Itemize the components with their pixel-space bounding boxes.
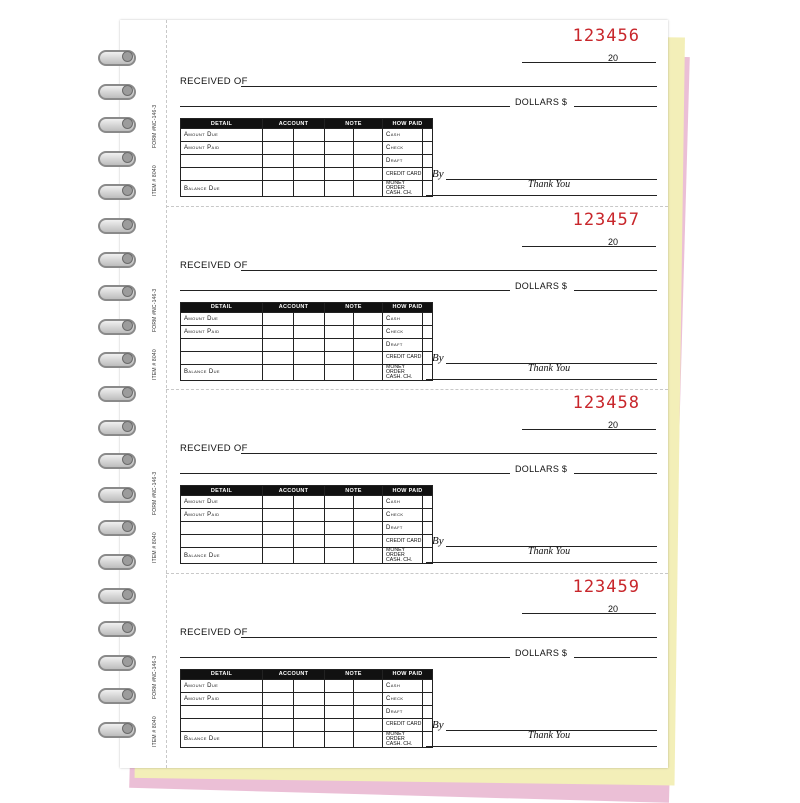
form-code-label: FORM #NC-146-3 — [152, 471, 158, 515]
cell[interactable] — [354, 181, 383, 197]
thank-you-text: Thank You — [528, 179, 571, 190]
spiral-coil — [98, 688, 136, 702]
cell[interactable] — [325, 548, 354, 564]
punch-hole — [122, 488, 133, 499]
cash-label: Cash — [383, 496, 423, 509]
spiral-coil — [98, 184, 136, 198]
cell[interactable] — [354, 364, 383, 380]
how-paid-header: HOW PAID — [383, 486, 433, 496]
cell[interactable] — [354, 155, 383, 168]
year-prefix: 20 — [608, 236, 619, 247]
cell[interactable] — [294, 522, 325, 535]
punch-hole — [122, 656, 133, 667]
cell[interactable] — [263, 142, 294, 155]
dollars-field[interactable] — [574, 473, 657, 474]
draft-label: Draft — [383, 522, 423, 535]
receipt — [152, 571, 668, 755]
received-of-label: RECEIVED OF — [180, 626, 248, 638]
money-order-text: MONEY ORDER — [386, 180, 405, 191]
cell[interactable] — [263, 129, 294, 142]
received-of-label: RECEIVED OF — [180, 443, 248, 454]
spiral-coil — [98, 285, 136, 299]
spiral-coil — [98, 218, 136, 232]
cash-ch-text: CASH. CH. — [386, 740, 413, 747]
spiral-coil — [98, 319, 136, 333]
payment-table — [180, 669, 433, 748]
receipt — [152, 20, 668, 204]
note-header: NOTE — [325, 486, 383, 496]
amount-due-label: Amount Due — [181, 312, 263, 325]
how-paid-header: HOW PAID — [383, 119, 433, 129]
perforation-line — [166, 206, 668, 207]
cash-label: Cash — [383, 129, 423, 142]
spiral-coil — [98, 151, 136, 165]
how-paid-header: HOW PAID — [383, 669, 433, 679]
amount-words-field[interactable] — [180, 290, 510, 291]
spiral-coil — [98, 84, 136, 98]
amount-paid-label: Amount Paid — [181, 692, 263, 705]
cell[interactable] — [263, 679, 294, 692]
year-prefix: 20 — [608, 53, 619, 63]
received-of-label: RECEIVED OF — [180, 259, 248, 271]
check-label: Check — [383, 325, 423, 338]
balance-due-label: Balance Due — [181, 548, 263, 564]
how-paid-header: HOW PAID — [383, 302, 433, 312]
amount-paid-label: Amount Paid — [181, 142, 263, 155]
cell[interactable] — [354, 718, 383, 731]
item-code-label: ITEM # 8040 — [152, 165, 158, 196]
spiral-coil — [98, 386, 136, 400]
amount-due-label: Amount Due — [181, 129, 263, 142]
cell[interactable] — [325, 522, 354, 535]
cell[interactable] — [263, 509, 294, 522]
perforation-line — [166, 389, 668, 390]
cell[interactable] — [263, 692, 294, 705]
amount-words-field[interactable] — [180, 657, 510, 658]
spiral-coil — [98, 50, 136, 64]
cell[interactable] — [325, 679, 354, 692]
amount-due-label: Amount Due — [181, 496, 263, 509]
money-order-text: MONEY ORDER — [386, 363, 405, 375]
cell[interactable] — [263, 496, 294, 509]
cell[interactable] — [354, 129, 383, 142]
account-header: ACCOUNT — [263, 486, 325, 496]
cell[interactable] — [354, 705, 383, 718]
receipt-number: 123457 — [572, 209, 640, 230]
cash-ch-text: CASH. CH. — [386, 557, 413, 563]
dollars-label: DOLLARS $ — [515, 97, 568, 107]
year-line[interactable] — [622, 429, 656, 430]
cell[interactable] — [325, 168, 354, 181]
cell[interactable] — [325, 312, 354, 325]
cell[interactable] — [181, 522, 263, 535]
account-header: ACCOUNT — [263, 302, 325, 312]
cell[interactable] — [263, 535, 294, 548]
note-header: NOTE — [325, 119, 383, 129]
money-order-text: MONEY ORDER — [386, 730, 405, 742]
note-header: NOTE — [325, 669, 383, 679]
cell[interactable] — [354, 522, 383, 535]
punch-hole — [122, 723, 133, 734]
balance-due-label: Balance Due — [181, 181, 263, 197]
detail-header: DETAIL — [181, 302, 263, 312]
cell[interactable] — [294, 692, 325, 705]
payment-table — [180, 485, 433, 564]
cell[interactable] — [354, 142, 383, 155]
punch-hole — [122, 589, 133, 600]
balance-due-label: Balance Due — [181, 731, 263, 747]
cell[interactable] — [263, 718, 294, 731]
cell[interactable] — [354, 535, 383, 548]
cell[interactable] — [181, 718, 263, 731]
punch-hole — [122, 85, 133, 96]
cell[interactable] — [294, 181, 325, 197]
cell[interactable] — [294, 705, 325, 718]
item-code-label: ITEM # 8040 — [152, 348, 158, 380]
credit-card-label: CREDIT CARD — [383, 718, 423, 731]
by-label: By — [432, 168, 444, 180]
amount-paid-label: Amount Paid — [181, 509, 263, 522]
draft-label: Draft — [383, 155, 423, 168]
receipt-number: 123458 — [572, 393, 640, 413]
dollars-field[interactable] — [574, 290, 657, 291]
cell[interactable] — [325, 718, 354, 731]
punch-hole — [122, 555, 133, 566]
spiral-coil — [98, 117, 136, 131]
cell[interactable] — [263, 168, 294, 181]
year-line[interactable] — [622, 62, 656, 63]
check-label: Check — [383, 692, 423, 705]
spiral-coil — [98, 554, 136, 568]
spiral-coil — [98, 722, 136, 736]
cell[interactable] — [294, 509, 325, 522]
cell[interactable] — [294, 338, 325, 351]
cell[interactable] — [354, 679, 383, 692]
receipt-book-page — [120, 20, 668, 768]
account-header: ACCOUNT — [263, 119, 325, 129]
year-line[interactable] — [622, 246, 656, 247]
money-order-text: MONEY ORDER — [386, 547, 405, 558]
spiral-coil — [98, 453, 136, 467]
by-label: By — [432, 535, 444, 547]
cell[interactable] — [294, 679, 325, 692]
dollars-label: DOLLARS $ — [515, 280, 568, 291]
balance-due-label: Balance Due — [181, 364, 263, 380]
cell[interactable] — [354, 325, 383, 338]
received-of-label: RECEIVED OF — [180, 76, 248, 87]
punch-hole — [122, 219, 133, 230]
cell[interactable] — [294, 496, 325, 509]
form-code-label: FORM #NC-146-3 — [152, 288, 158, 332]
cell[interactable] — [354, 168, 383, 181]
spiral-coil — [98, 520, 136, 534]
cell[interactable] — [263, 705, 294, 718]
cell[interactable] — [263, 731, 294, 747]
cell[interactable] — [325, 338, 354, 351]
cell[interactable] — [325, 142, 354, 155]
money-order-label — [383, 364, 423, 380]
cell[interactable] — [325, 692, 354, 705]
thank-you-text: Thank You — [528, 362, 571, 374]
cell[interactable] — [294, 718, 325, 731]
cell[interactable] — [325, 129, 354, 142]
receipt — [152, 204, 668, 388]
form-code-label: FORM #NC-146-3 — [152, 104, 158, 148]
cell[interactable] — [325, 509, 354, 522]
spiral-coil — [98, 621, 136, 635]
cell[interactable] — [325, 325, 354, 338]
money-order-label — [383, 548, 423, 564]
spiral-coil — [98, 655, 136, 669]
punch-hole — [122, 320, 133, 331]
amount-words-field[interactable] — [180, 473, 510, 474]
account-header: ACCOUNT — [263, 669, 325, 679]
form-code-label: FORM #NC-146-3 — [152, 655, 158, 699]
cell[interactable] — [263, 548, 294, 564]
amount-due-label: Amount Due — [181, 679, 263, 692]
punch-hole — [122, 253, 133, 264]
cash-label: Cash — [383, 312, 423, 325]
year-prefix: 20 — [608, 420, 619, 430]
cell[interactable] — [263, 325, 294, 338]
received-of-field[interactable] — [241, 86, 657, 87]
credit-card-label: CREDIT CARD — [383, 168, 423, 181]
cell[interactable] — [354, 338, 383, 351]
cell[interactable] — [325, 731, 354, 747]
item-code-label: ITEM # 8040 — [152, 715, 158, 747]
cell[interactable] — [325, 155, 354, 168]
perforation-line — [166, 573, 668, 574]
draft-label: Draft — [383, 705, 423, 718]
thank-you-text: Thank You — [528, 546, 571, 557]
cell[interactable] — [294, 535, 325, 548]
cell[interactable] — [294, 168, 325, 181]
dollars-label: DOLLARS $ — [515, 647, 568, 658]
draft-label: Draft — [383, 338, 423, 351]
amount-words-field[interactable] — [180, 106, 510, 107]
cell[interactable] — [181, 155, 263, 168]
money-order-label — [383, 731, 423, 747]
receipt — [152, 387, 668, 571]
cell[interactable] — [294, 364, 325, 380]
spiral-coil — [98, 487, 136, 501]
cell[interactable] — [354, 548, 383, 564]
amount-paid-label: Amount Paid — [181, 325, 263, 338]
cell[interactable] — [294, 731, 325, 747]
detail-header: DETAIL — [181, 486, 263, 496]
payment-table — [180, 118, 433, 197]
cell[interactable] — [325, 705, 354, 718]
money-order-label — [383, 181, 423, 197]
cell[interactable] — [294, 155, 325, 168]
cell[interactable] — [294, 325, 325, 338]
year-line[interactable] — [622, 613, 656, 614]
by-label: By — [432, 351, 444, 364]
credit-card-label: CREDIT CARD — [383, 535, 423, 548]
cell[interactable] — [294, 129, 325, 142]
cell[interactable] — [294, 312, 325, 325]
punch-hole — [122, 387, 133, 398]
punch-hole — [122, 51, 133, 62]
cell[interactable] — [181, 535, 263, 548]
dollars-label: DOLLARS $ — [515, 464, 568, 474]
cell[interactable] — [294, 548, 325, 564]
cell[interactable] — [354, 312, 383, 325]
cash-ch-text: CASH. CH. — [386, 190, 413, 196]
cell[interactable] — [181, 705, 263, 718]
punch-hole — [122, 152, 133, 163]
receipt-number: 123459 — [572, 576, 640, 597]
cell[interactable] — [263, 522, 294, 535]
cell[interactable] — [263, 351, 294, 364]
by-label: By — [432, 718, 444, 731]
cell[interactable] — [181, 338, 263, 351]
received-of-field[interactable] — [241, 637, 657, 638]
receipt-number: 123456 — [572, 26, 640, 46]
cell[interactable] — [181, 351, 263, 364]
detail-header: DETAIL — [181, 669, 263, 679]
cell[interactable] — [181, 168, 263, 181]
cell[interactable] — [354, 731, 383, 747]
cell[interactable] — [263, 364, 294, 380]
thank-you-text: Thank You — [528, 729, 571, 741]
payment-table — [180, 302, 433, 381]
credit-card-label: CREDIT CARD — [383, 351, 423, 364]
cell[interactable] — [294, 351, 325, 364]
cell[interactable] — [263, 338, 294, 351]
cell[interactable] — [325, 496, 354, 509]
cell[interactable] — [354, 351, 383, 364]
cell[interactable] — [325, 535, 354, 548]
cell[interactable] — [325, 364, 354, 380]
cell[interactable] — [354, 496, 383, 509]
note-header: NOTE — [325, 302, 383, 312]
cell[interactable] — [325, 181, 354, 197]
received-of-field[interactable] — [241, 453, 657, 454]
cell[interactable] — [294, 142, 325, 155]
cell[interactable] — [325, 351, 354, 364]
item-code-label: ITEM # 8040 — [152, 532, 158, 563]
received-of-field[interactable] — [241, 270, 657, 271]
dollars-field[interactable] — [574, 106, 657, 107]
cash-ch-text: CASH. CH. — [386, 373, 413, 380]
cell[interactable] — [263, 181, 294, 197]
dollars-field[interactable] — [574, 657, 657, 658]
detail-header: DETAIL — [181, 119, 263, 129]
spiral-coil — [98, 352, 136, 366]
spiral-coil — [98, 588, 136, 602]
spiral-coil — [98, 252, 136, 266]
punch-hole — [122, 421, 133, 432]
cell[interactable] — [263, 155, 294, 168]
spiral-coil — [98, 420, 136, 434]
cell[interactable] — [354, 692, 383, 705]
cash-label: Cash — [383, 679, 423, 692]
check-label: Check — [383, 509, 423, 522]
cell[interactable] — [354, 509, 383, 522]
year-prefix: 20 — [608, 603, 619, 614]
check-label: Check — [383, 142, 423, 155]
cell[interactable] — [263, 312, 294, 325]
